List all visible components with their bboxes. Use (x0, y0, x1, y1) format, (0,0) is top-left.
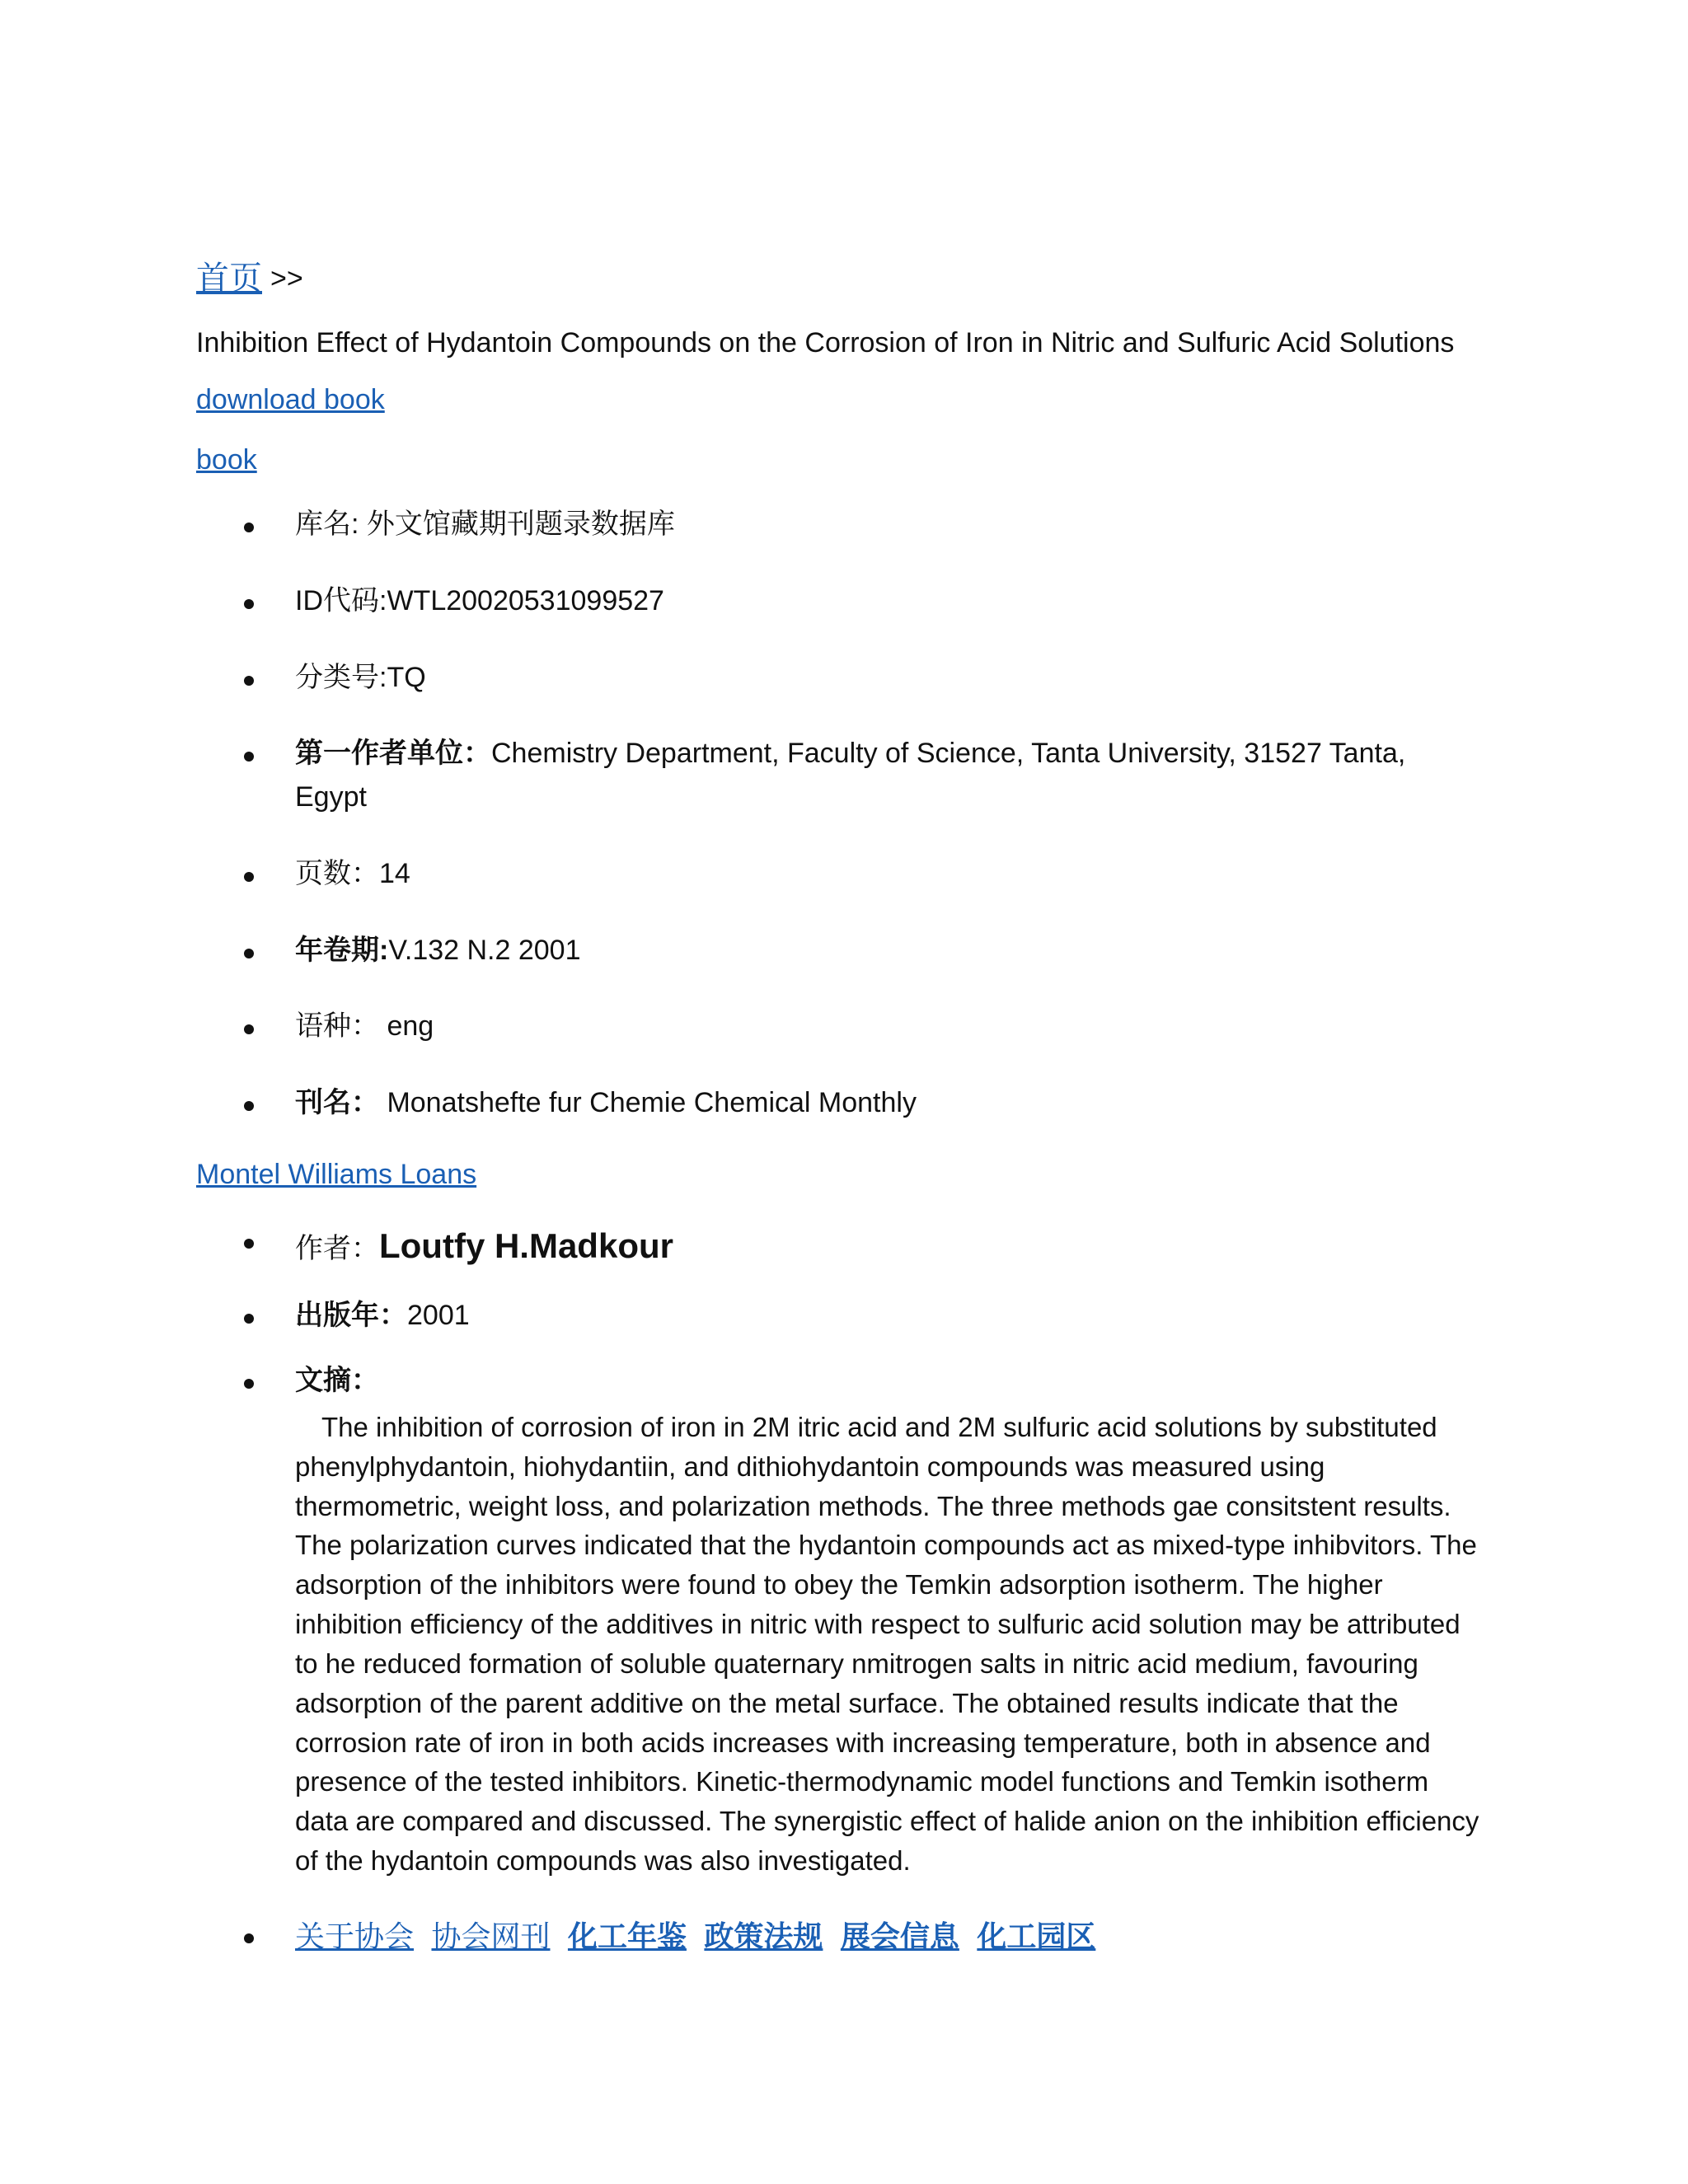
meta-language-label: 语种： (295, 1010, 379, 1043)
detail-abstract-label: 文摘： (295, 1365, 379, 1397)
download-book-link[interactable]: download book (196, 383, 385, 415)
detail-year (196, 1294, 1482, 1338)
document-page (196, 255, 1482, 1993)
abstract-text: The inhibition of corrosion of iron in 2M itric acid and 2M sulfuric acid solutions by substituted phenylphydantoin, hiohydantiin, and dithiohydantoin compounds was measured using thermometric, weight loss, and polarization methods. The three methods gae consitstent results. The polarization curves indicated that the hydantoin compounds act as mixed-type inhibvitors. The adsorption of the inhibitors were found to obey the Temkin adsorption isotherm. The higher inhibition efficiency of the additives in nitric with respect to sulfuric acid solution may be attributed to he reduced formation of soluble quaternary nmitrogen salts in nitric acid medium, favouring adsorption of the parent additive on the metal surface. The obtained results indicate that the corrosion rate of iron in both acids increases with increasing temperature, both in absence and presence of the tested inhibitors. Kinetic-thermodynamic model functions and Temkin isotherm data are compared and discussed. The synergistic effect of halide anion on the inhibition efficiency of the hydantoin compounds was also investigated. (295, 1411, 1479, 1877)
footer-link-park[interactable]: 化工园区 (977, 1919, 1096, 1953)
meta-volume-issue-value: V.132 N.2 2001 (388, 934, 581, 966)
detail-abstract (196, 1359, 1482, 1881)
meta-language-value: eng (387, 1010, 434, 1043)
meta-library-value: 外文馆藏期刊题录数据库 (366, 509, 675, 541)
meta-id-code-label: ID代码: (295, 585, 387, 617)
breadcrumb-home-link[interactable]: 首页 (196, 260, 262, 297)
meta-language (196, 1005, 1482, 1048)
meta-pages-label: 页数： (295, 857, 379, 889)
meta-first-author-unit-value: Chemistry Department, Faculty of Science, Tanta University, 31527 Tanta, Egypt (295, 738, 1406, 813)
breadcrumb (196, 255, 1482, 302)
meta-journal-value: Monatshefte fur Chemie Chemical Monthly (387, 1086, 917, 1118)
meta-id-code-value: WTL20020531099527 (387, 585, 664, 617)
meta-journal-label: 刊名： (295, 1086, 379, 1118)
meta-library-label: 库名: (295, 509, 359, 541)
breadcrumb-separator: >> (270, 263, 303, 294)
detail-author-label: 作者： (295, 1233, 379, 1265)
meta-volume-issue-label: 年卷期: (295, 934, 389, 966)
article-title: Inhibition Effect of Hydantoin Compounds on the Corrosion of Iron in Nitric and Sulfuric Acid Solutions (196, 327, 1455, 359)
footer-link-exhibition[interactable]: 展会信息 (840, 1919, 959, 1953)
montel-williams-loans-link[interactable]: Montel Williams Loans (196, 1158, 477, 1190)
meta-classification-value: TQ (387, 661, 426, 693)
abstract-text-block (295, 1408, 1482, 1881)
detail-author (196, 1219, 1482, 1272)
meta-volume-issue (196, 929, 1482, 972)
details-list (196, 1219, 1482, 1959)
meta-library (196, 503, 1482, 546)
detail-year-value: 2001 (407, 1300, 470, 1332)
meta-first-author-unit-label: 第一作者单位： (295, 738, 491, 770)
book-link[interactable]: book (196, 443, 257, 476)
detail-author-value: Loutfy H.Madkour (379, 1226, 673, 1266)
metadata-list (196, 503, 1482, 1124)
detail-year-label: 出版年： (295, 1300, 407, 1332)
meta-pages-value: 14 (379, 857, 410, 889)
meta-id-code (196, 579, 1482, 623)
footer-link-policy[interactable]: 政策法规 (704, 1919, 823, 1953)
meta-pages (196, 852, 1482, 896)
meta-classification (196, 656, 1482, 700)
footer-link-yearbook[interactable]: 化工年鉴 (567, 1919, 687, 1953)
footer-links (196, 1914, 1482, 1960)
footer-link-about[interactable]: 关于协会 (295, 1919, 415, 1953)
meta-first-author-unit (196, 732, 1482, 818)
meta-classification-label: 分类号: (295, 661, 387, 693)
footer-link-journal[interactable]: 协会网刊 (431, 1919, 551, 1953)
meta-journal (196, 1081, 1482, 1125)
